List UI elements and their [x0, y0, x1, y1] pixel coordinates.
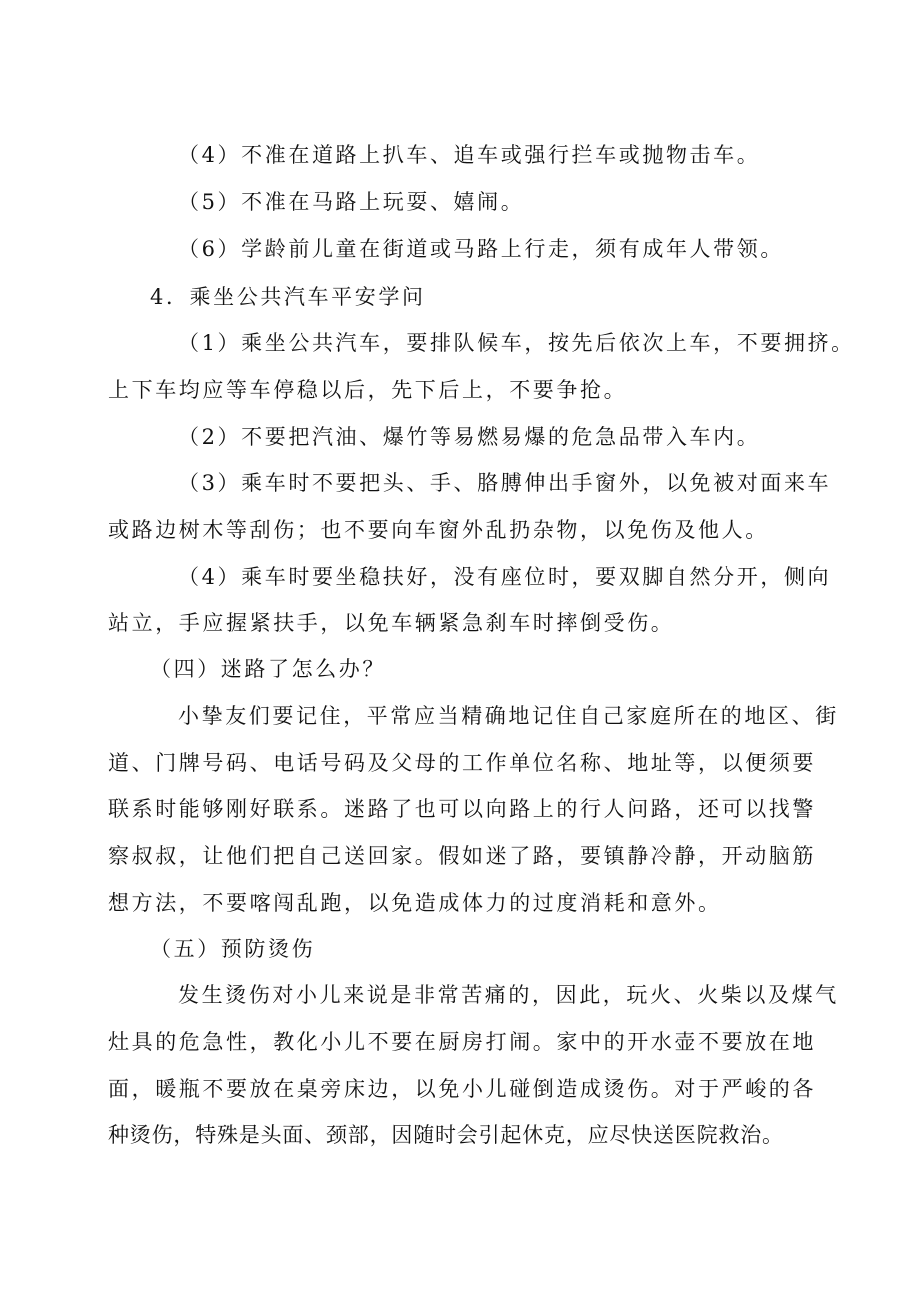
paragraph-bus-3-line-1: （3）乘车时不要把头、手、胳膊伸出手窗外，以免被对面来车	[178, 471, 832, 495]
paragraph-lost-line-3: 联系时能够刚好联系。迷路了也可以向路上的行人问路，还可以找警	[108, 797, 816, 821]
paragraph-bus-1-line-2: 上下车均应等车停稳以后，先下后上，不要争抢。	[108, 378, 628, 402]
paragraph-bus-4-line-1: （4）乘车时要坐稳扶好，没有座位时，要双脚自然分开，侧向	[178, 565, 832, 589]
section-heading-burns: （五）预防烫伤	[150, 937, 316, 961]
paragraph-burns-line-2: 灶具的危急性，教化小儿不要在厨房打闹。家中的开水壶不要放在地	[108, 1030, 816, 1054]
paragraph-rule-4: （4）不准在道路上扒车、追车或强行拦车或抛物击车。	[178, 143, 761, 167]
paragraph-bus-3-line-2: 或路边树木等刮伤；也不要向车窗外乱扔杂物，以免伤及他人。	[108, 518, 769, 542]
paragraph-lost-line-1: 小挚友们要记住，平常应当精确地记住自己家庭所在的地区、街	[178, 704, 839, 728]
section-heading-lost: （四）迷路了怎么办？	[150, 657, 386, 681]
paragraph-burns-line-1: 发生烫伤对小儿来说是非常苦痛的，因此，玩火、火柴以及煤气	[178, 983, 839, 1007]
paragraph-burns-line-3: 面，暖瓶不要放在桌旁床边，以免小儿碰倒造成烫伤。对于严峻的各	[108, 1077, 816, 1101]
paragraph-rule-5: （5）不准在马路上玩耍、嬉闹。	[178, 190, 525, 214]
paragraph-bus-1-line-1: （1）乘坐公共汽车，要排队候车，按先后依次上车，不要拥挤。	[178, 331, 855, 355]
paragraph-bus-4-line-2: 站立，手应握紧扶手，以免车辆紧急刹车时摔倒受伤。	[108, 611, 675, 635]
paragraph-burns-line-4: 种烫伤，特殊是头面、颈部，因随时会引起休克，应尽快送医院救治。	[108, 1123, 784, 1147]
paragraph-bus-2: （2）不要把汽油、爆竹等易燃易爆的危急品带入车内。	[178, 425, 761, 449]
paragraph-lost-line-2: 道、门牌号码、电话号码及父母的工作单位名称、地址等，以便须要	[108, 751, 816, 775]
paragraph-rule-6: （6）学龄前儿童在街道或马路上行走，须有成年人带领。	[178, 237, 784, 261]
paragraph-lost-line-4: 察叔叔，让他们把自己送回家。假如迷了路，要镇静冷静，开动脑筋	[108, 844, 816, 868]
section-heading-bus-safety: 4．乘坐公共汽车平安学问	[150, 285, 426, 309]
paragraph-lost-line-5: 想方法，不要喀闯乱跑，以免造成体力的过度消耗和意外。	[108, 891, 722, 915]
